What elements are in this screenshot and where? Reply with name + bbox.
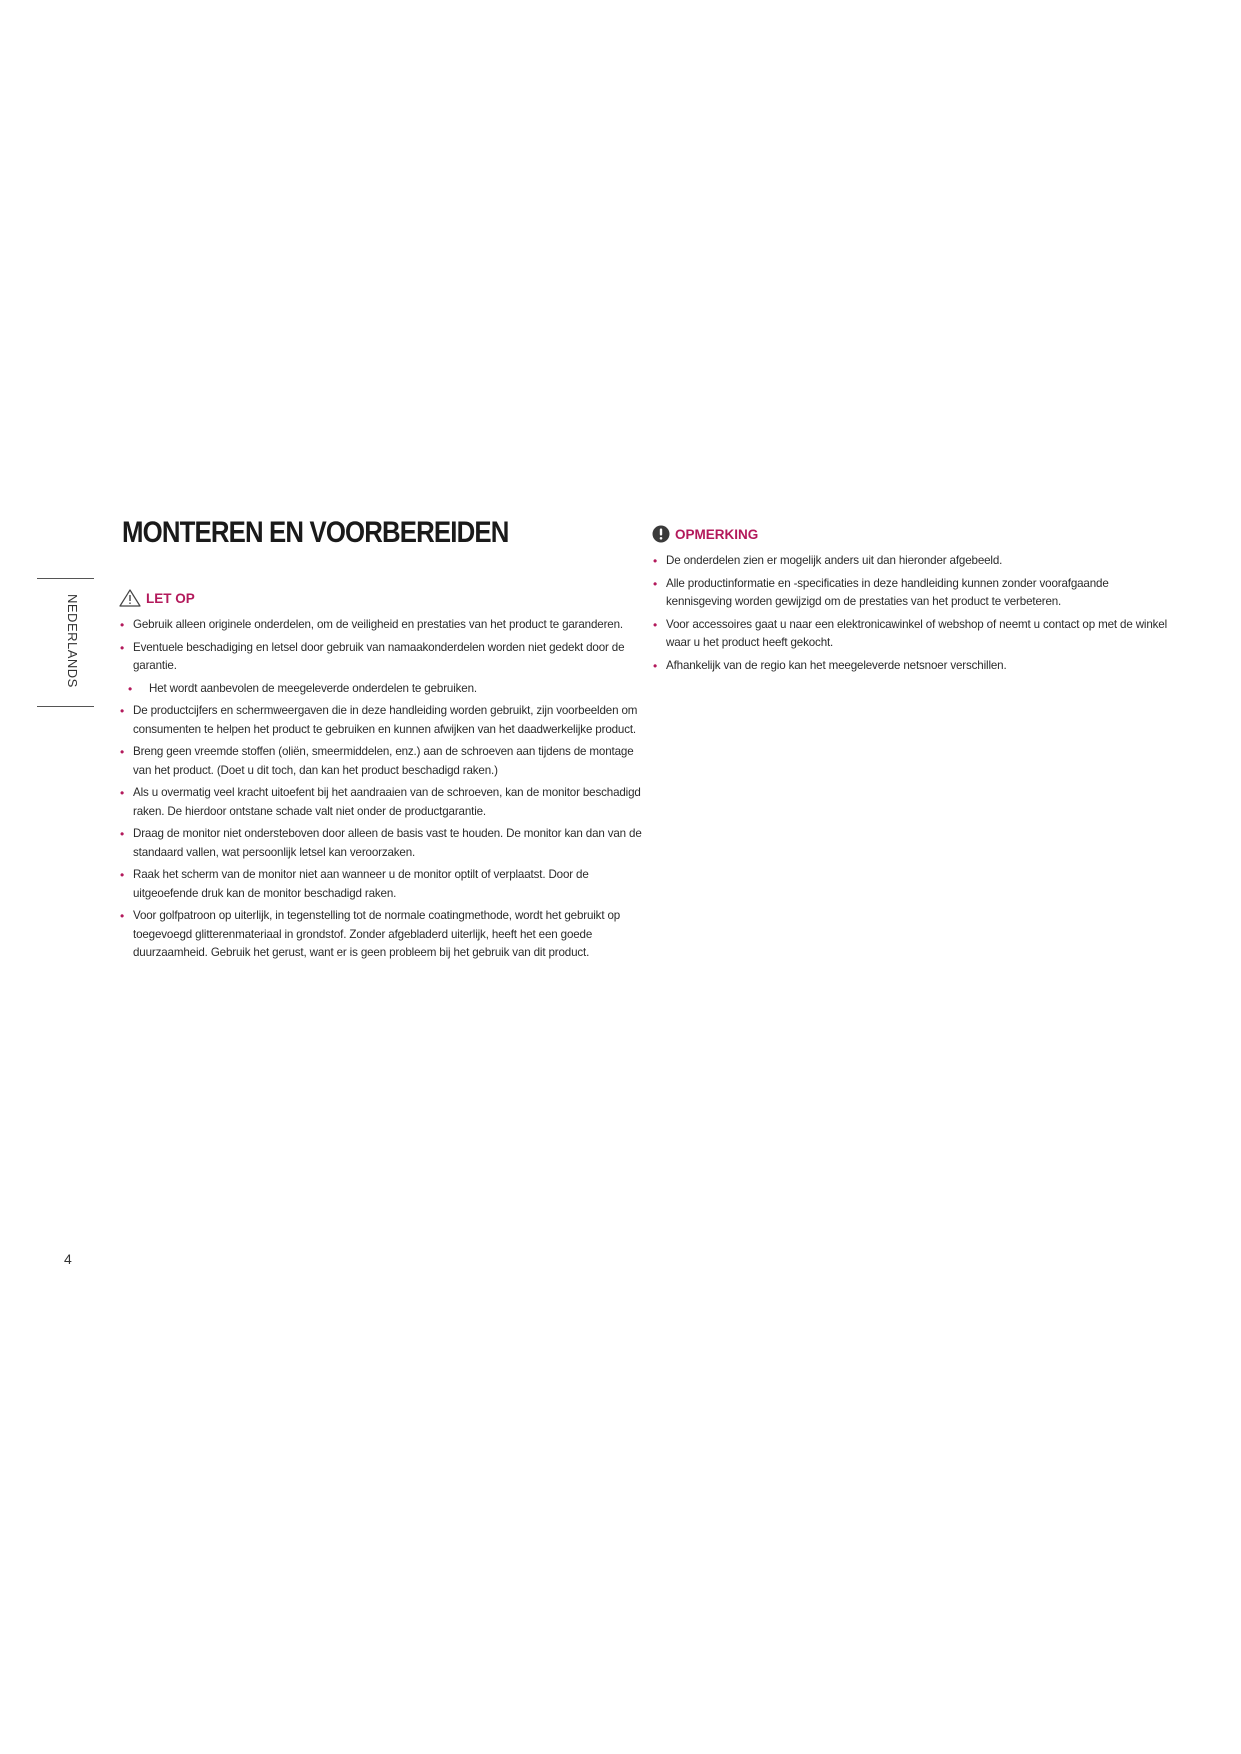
sidebar-rule-top [37, 578, 94, 579]
caution-heading [119, 588, 649, 608]
page-number: 4 [64, 1251, 72, 1267]
caution-heading-label: LET OP [146, 590, 195, 606]
list-item: • Eventuele beschadiging en letsel door gebruik van namaakonderdelen worden niet gedekt door de garantie. [119, 639, 649, 676]
list-item: • Het wordt aanbevolen de meegeleverde onderdelen te gebruiken. [119, 680, 649, 699]
list-item: • Alle productinformatie en -specificaties in deze handleiding kunnen zonder voorafgaande kennisgeving worden gewijzigd om de prestaties van het product te verbeteren. [652, 575, 1172, 612]
list-item: • Als u overmatig veel kracht uitoefent bij het aandraaien van de schroeven, kan de monitor beschadigd raken. De hierdoor ontstane schade valt niet onder de productgarantie. [119, 784, 649, 821]
note-heading [652, 524, 1172, 544]
list-item: • Voor accessoires gaat u naar een elektronicawinkel of webshop of neemt u contact op met de winkel waar u het product heeft gekocht. [652, 616, 1172, 653]
sidebar-rule-bottom [37, 706, 94, 707]
note-list [652, 552, 1172, 675]
note-heading-label: OPMERKING [675, 526, 759, 542]
language-label: NEDERLANDS [65, 594, 80, 688]
page-title: MONTEREN EN VOORBEREIDEN [122, 516, 509, 549]
list-item: • Gebruik alleen originele onderdelen, om de veiligheid en prestaties van het product te garanderen. [119, 616, 649, 635]
exclamation-circle-icon [652, 525, 670, 543]
caution-section [119, 588, 649, 967]
list-item: • Draag de monitor niet ondersteboven door alleen de basis vast te houden. De monitor kan dan van de standaard vallen, wat persoonlijk letsel kan veroorzaken. [119, 825, 649, 862]
list-item: • Breng geen vreemde stoffen (oliën, smeermiddelen, enz.) aan de schroeven aan tijdens de montage van het product. (Doet u dit toch, dan kan het product beschadigd raken.) [119, 743, 649, 780]
note-section [652, 524, 1172, 679]
list-item: • De onderdelen zien er mogelijk anders uit dan hieronder afgebeeld. [652, 552, 1172, 571]
list-item: • Voor golfpatroon op uiterlijk, in tegenstelling tot de normale coatingmethode, wordt het gebruikt op toegevoegd glitterenmateriaal in grondstof. Zonder afgebladerd uiterlijk, heeft het een goede duurzaamheid. Gebruik het gerust, want er is geen probleem bij het gebruik van dit product. [119, 907, 649, 963]
list-item: • Raak het scherm van de monitor niet aan wanneer u de monitor optilt of verplaatst. Door de uitgeoefende druk kan de monitor beschadigd raken. [119, 866, 649, 903]
list-item: • De productcijfers en schermweergaven die in deze handleiding worden gebruikt, zijn voorbeelden om consumenten te helpen het product te gebruiken en kunnen afwijken van het daadwerkelijke product. [119, 702, 649, 739]
caution-list [119, 616, 649, 963]
warning-triangle-icon [119, 589, 141, 607]
list-item: • Afhankelijk van de regio kan het meegeleverde netsnoer verschillen. [652, 657, 1172, 676]
